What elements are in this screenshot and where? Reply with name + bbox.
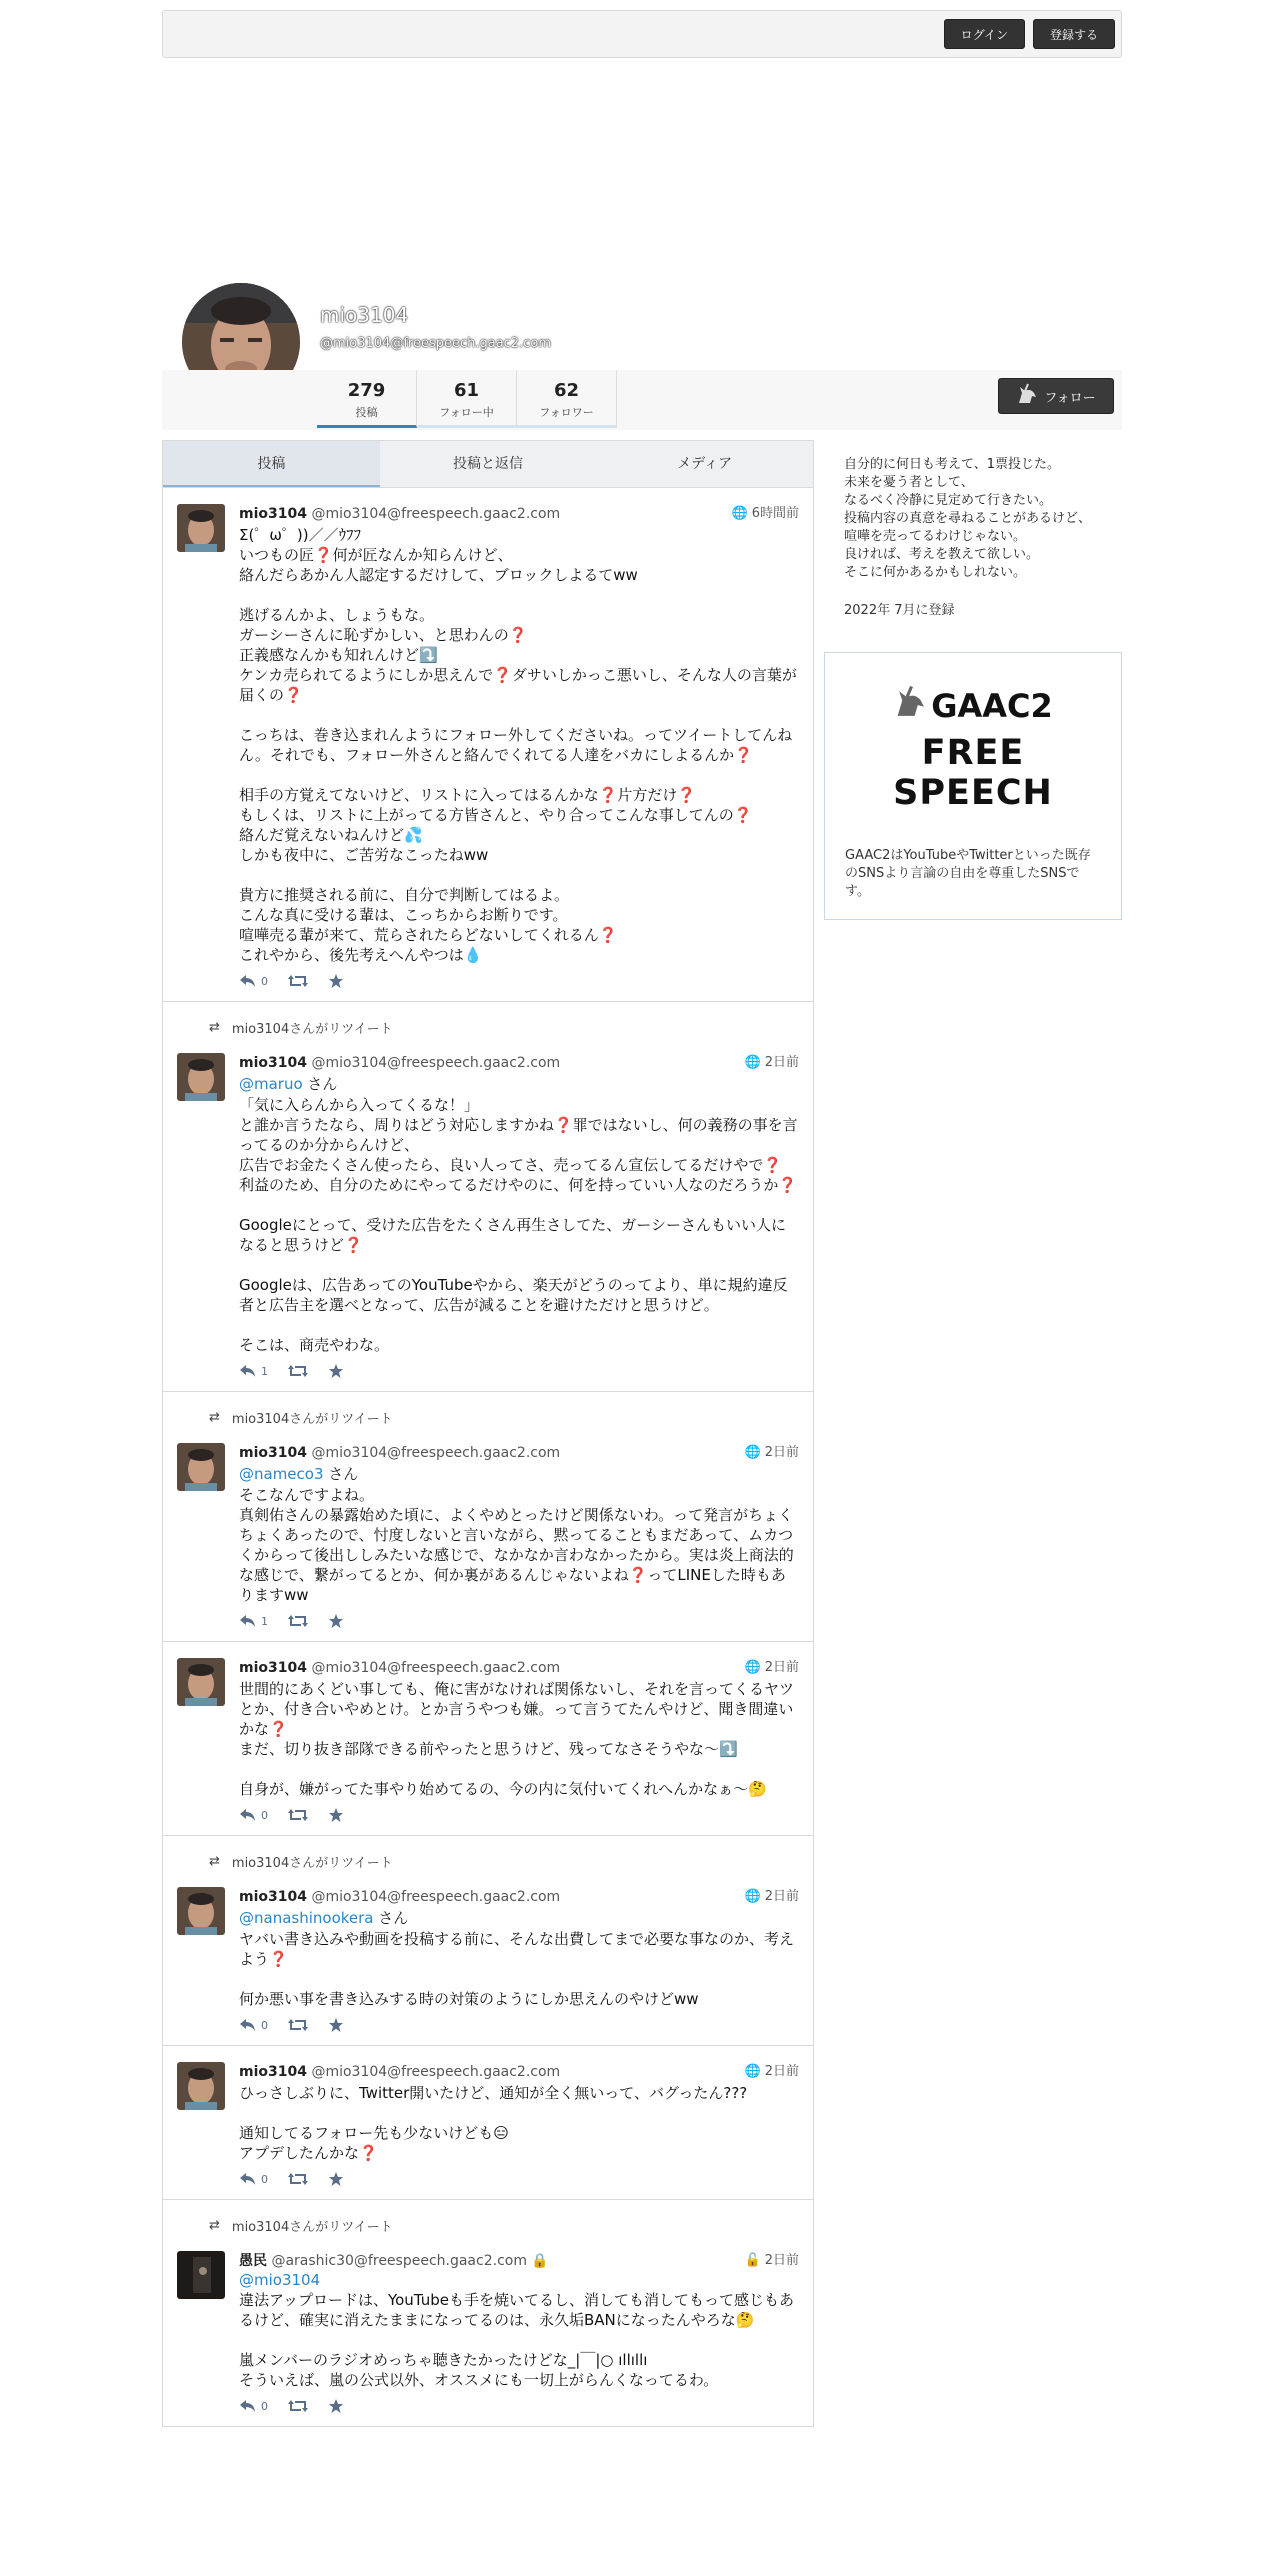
post-time-text: 2日前 <box>764 1445 799 1460</box>
timeline-tabs <box>162 440 814 488</box>
stat-label: フォロー中 <box>439 406 494 419</box>
post-time-text: 2日前 <box>764 1660 799 1675</box>
post-text: 違法アップロードは、YouTubeも手を焼いてるし、消しても消してもって感じもあるけど、確実に消えたままになってるのは、永久垢BANになったんやろな🤔 嵐メンバーのラジオめっちゃ聴きたかったけどな_|￣|○ ıllıllı そういえば、嵐の公式以外、オススメにも一切上がらんくなってるわ。 <box>239 2291 794 2389</box>
post-content <box>239 1443 799 1629</box>
globe-icon: 🌐 <box>744 1889 761 1904</box>
profile-about <box>824 440 1122 636</box>
unicorn-icon <box>1016 383 1038 409</box>
reply-icon <box>239 1364 257 1378</box>
post-actions <box>239 2171 799 2187</box>
boost-indicator <box>209 1408 799 1427</box>
post-content <box>239 504 799 989</box>
mention-link[interactable]: @nanashinookera <box>239 1909 374 1927</box>
reply-icon <box>239 2018 257 2032</box>
mention-suffix: さん <box>323 1465 359 1483</box>
reply-count: 0 <box>261 974 268 988</box>
author-acct: @mio3104@freespeech.gaac2.com <box>311 1660 561 1676</box>
post-time[interactable] <box>745 2062 799 2082</box>
post-body <box>177 1443 799 1629</box>
follow-button[interactable] <box>998 378 1114 414</box>
page <box>162 10 1122 419</box>
boost-icon <box>288 2399 308 2413</box>
reply-icon <box>239 974 257 988</box>
post-body <box>177 504 799 989</box>
post-text: 「気に入らんから入ってくるな！」 と誰か言うたなら、周りはどう対応しますかね❓罪ではないし、何の義務の事を言ってるのか分からんけど、 広告でお金たくさん使ったら、良い人ってさ、売ってるん宣伝してるだけやで❓ 利益のため、自分のためにやってるだけやのに、何を持っていい人なのだろうか❓ Googleにとって、受けた広告をたくさん再生さしてた、ガーシーさんもいい人になると思うけど❓ Googleは、広告あってのYouTubeやから、楽天がどうのってより、単に規約違反者と広告主を選べとなって、広告が減ることを避けただけと思うけど。 そこは、商売やわな。 <box>239 1096 798 1354</box>
author-acct: @mio3104@freespeech.gaac2.com <box>311 506 561 522</box>
stat-posts[interactable] <box>317 370 417 428</box>
server-info-card <box>824 652 1122 920</box>
stat-followers[interactable] <box>517 370 617 428</box>
reply-button[interactable] <box>239 1808 268 1822</box>
globe-icon: 🌐 <box>744 1445 761 1460</box>
globe-icon: 🌐 <box>731 506 748 521</box>
author-name: mio3104 <box>239 1660 307 1676</box>
post-author[interactable] <box>239 1887 560 1907</box>
stat-value: 279 <box>347 380 386 401</box>
profile-display-name: mio3104 <box>320 303 409 327</box>
post-content <box>239 2062 799 2187</box>
tab-media[interactable]: メディア <box>677 456 733 472</box>
reply-count: 0 <box>261 2399 268 2413</box>
post-body <box>177 1658 799 1823</box>
unicorn-icon <box>893 685 927 727</box>
globe-icon: 🔓 <box>744 2253 761 2268</box>
author-name: mio3104 <box>239 506 307 522</box>
post-author[interactable] <box>239 1053 560 1073</box>
boost-icon <box>288 1614 308 1628</box>
mention-link[interactable]: @maruo <box>239 1075 303 1093</box>
reply-button[interactable] <box>239 2399 268 2413</box>
tab-posts-and-replies[interactable]: 投稿と返信 <box>453 456 523 472</box>
reply-button[interactable] <box>239 1364 268 1378</box>
post-content <box>239 1658 799 1823</box>
post-time[interactable] <box>745 1443 799 1463</box>
server-logo <box>837 685 1109 813</box>
post-item <box>162 488 814 1002</box>
joined-date: 2022年 7月に登録 <box>844 603 955 618</box>
star-icon <box>328 1613 344 1629</box>
boost-icon <box>288 1364 308 1378</box>
boost-label: mio3104さんがリツイート <box>231 2220 393 2235</box>
favourite-button[interactable] <box>328 1363 344 1379</box>
profile-stats <box>317 370 617 428</box>
post-author[interactable] <box>239 1443 560 1463</box>
post-avatar[interactable] <box>177 1887 225 1935</box>
post-time[interactable] <box>745 1887 799 1907</box>
signup-button[interactable]: 登録する <box>1033 19 1115 49</box>
favourite-button[interactable] <box>328 2017 344 2033</box>
favourite-button[interactable] <box>328 2398 344 2414</box>
reply-count: 0 <box>261 1808 268 1822</box>
post-item <box>162 1392 814 1642</box>
star-icon <box>328 2017 344 2033</box>
author-acct: @arashic30@freespeech.gaac2.com <box>271 2253 527 2269</box>
post-actions <box>239 1613 799 1629</box>
boost-button[interactable] <box>288 974 308 988</box>
post-time[interactable] <box>732 504 799 524</box>
post-text: ひっさしぶりに、Twitter開いたけど、通知が全く無いって、バグったん??? 通知してるフォロー先も少ないけども😑 アプデしたんかな❓ <box>239 2084 748 2162</box>
logo-text-bottom: FREE SPEECH <box>893 733 1053 813</box>
post-header <box>239 2251 799 2271</box>
globe-icon: 🌐 <box>744 1660 761 1675</box>
post-header <box>239 2062 799 2082</box>
boost-indicator <box>209 2216 799 2235</box>
profile-handle: @mio3104@freespeech.gaac2.com <box>320 336 551 351</box>
post-actions <box>239 1363 799 1379</box>
profile-cover <box>162 58 1122 358</box>
author-acct: @mio3104@freespeech.gaac2.com <box>311 1889 561 1905</box>
post-text: ヤバい書き込みや動画を投稿する前に、そんな出費してまで必要な事なのか、考えよう❓ 何か悪い事を書き込みする時の対策のようにしか思えんのやけどww <box>239 1930 795 2008</box>
post-avatar[interactable] <box>177 1053 225 1101</box>
sidebar <box>824 440 1122 920</box>
post-item <box>162 2046 814 2200</box>
timeline <box>162 440 814 2427</box>
post-time-text: 2日前 <box>764 1889 799 1904</box>
boost-button[interactable] <box>288 1364 308 1378</box>
post-avatar[interactable] <box>177 2062 225 2110</box>
star-icon <box>328 973 344 989</box>
stat-value: 61 <box>453 380 480 401</box>
boost-button[interactable] <box>288 2399 308 2413</box>
mention-line <box>239 1463 799 1484</box>
post-author[interactable] <box>239 2251 549 2271</box>
tab-posts[interactable]: 投稿 <box>163 441 380 487</box>
mention-suffix: さん <box>373 1909 409 1927</box>
post-body <box>177 1887 799 2033</box>
profile-bio: 自分的に何日も考えて、1票投じた。 未来を憂う者として、 なるべく冷静に見定めて行きたい。 投稿内容の真意を尋ねることがあるけど、喧嘩を売ってるわけじゃない。 良ければ、考えを教えて欲しい。 そこに何かあるかもしれない。 <box>844 457 1092 580</box>
post-body <box>177 1053 799 1379</box>
boost-indicator <box>209 1018 799 1037</box>
favourite-button[interactable] <box>328 973 344 989</box>
stat-label: 投稿 <box>355 406 378 419</box>
star-icon <box>328 1363 344 1379</box>
favourite-button[interactable] <box>328 1613 344 1629</box>
boost-icon <box>288 974 308 988</box>
post-actions <box>239 1807 799 1823</box>
logo-text-top: GAAC2 <box>931 687 1053 725</box>
login-button[interactable]: ログイン <box>944 19 1025 49</box>
post-item <box>162 1836 814 2046</box>
post-author[interactable] <box>239 2062 560 2082</box>
mention-link[interactable]: @nameco3 <box>239 1465 324 1483</box>
star-icon <box>328 1807 344 1823</box>
post-content <box>239 1053 799 1379</box>
mention-link[interactable]: @mio3104 <box>239 2271 321 2289</box>
post-time[interactable] <box>745 2251 799 2271</box>
post-author[interactable] <box>239 1658 560 1678</box>
post-actions <box>239 2398 799 2414</box>
post-time[interactable] <box>745 1658 799 1678</box>
post-avatar[interactable] <box>177 1443 225 1491</box>
post-list <box>162 488 814 2427</box>
lock-icon: 🔒 <box>526 2253 549 2269</box>
reply-icon <box>239 2399 257 2413</box>
post-header <box>239 1887 799 1907</box>
author-name: mio3104 <box>239 1055 307 1071</box>
stat-label: フォロワー <box>539 406 594 419</box>
star-icon <box>328 2398 344 2414</box>
post-time[interactable] <box>745 1053 799 1073</box>
post-header <box>239 1053 799 1073</box>
boost-icon <box>288 2172 308 2186</box>
boost-button[interactable] <box>288 2172 308 2186</box>
post-avatar[interactable] <box>177 1658 225 1706</box>
boost-indicator <box>209 1852 799 1871</box>
reply-count: 0 <box>261 2172 268 2186</box>
reply-button[interactable] <box>239 1614 268 1628</box>
post-body <box>177 2251 799 2414</box>
boost-icon <box>288 2018 308 2032</box>
favourite-button[interactable] <box>328 2171 344 2187</box>
mention-line <box>239 1073 799 1094</box>
reply-button[interactable] <box>239 974 268 988</box>
boost-icon <box>288 1808 308 1822</box>
post-header <box>239 1658 799 1678</box>
post-content <box>239 2251 799 2414</box>
post-header <box>239 504 799 524</box>
reply-count: 1 <box>261 1364 268 1378</box>
profile-stats-bar <box>162 370 1122 430</box>
stat-value: 62 <box>553 380 580 401</box>
boost-label: mio3104さんがリツイート <box>231 1856 393 1871</box>
post-body <box>177 2062 799 2187</box>
post-time-text: 2日前 <box>764 1055 799 1070</box>
stat-following[interactable] <box>417 370 517 428</box>
mention-suffix: さん <box>302 1075 338 1093</box>
follow-label: フォロー <box>1044 390 1096 406</box>
author-name: 愚民 <box>239 2253 267 2269</box>
post-header <box>239 1443 799 1463</box>
post-time-text: 2日前 <box>764 2064 799 2079</box>
author-acct: @mio3104@freespeech.gaac2.com <box>311 2064 561 2080</box>
boost-icon: ⇄ <box>209 1410 220 1425</box>
boost-button[interactable] <box>288 2018 308 2032</box>
reply-icon <box>239 1808 257 1822</box>
author-name: mio3104 <box>239 1889 307 1905</box>
author-name: mio3104 <box>239 2064 307 2080</box>
post-item <box>162 1642 814 1836</box>
mention-line <box>239 2271 799 2289</box>
boost-icon: ⇄ <box>209 1020 220 1035</box>
boost-icon: ⇄ <box>209 2218 220 2233</box>
mention-line <box>239 1907 799 1928</box>
globe-icon: 🌐 <box>744 1055 761 1070</box>
author-name: mio3104 <box>239 1445 307 1461</box>
boost-label: mio3104さんがリツイート <box>231 1022 393 1037</box>
reply-button[interactable] <box>239 2018 268 2032</box>
post-item <box>162 1002 814 1392</box>
boost-label: mio3104さんがリツイート <box>231 1412 393 1427</box>
reply-button[interactable] <box>239 2172 268 2186</box>
author-acct: @mio3104@freespeech.gaac2.com <box>311 1055 561 1071</box>
post-actions <box>239 2017 799 2033</box>
top-bar <box>162 10 1122 58</box>
globe-icon: 🌐 <box>744 2064 761 2079</box>
reply-icon <box>239 1614 257 1628</box>
boost-button[interactable] <box>288 1614 308 1628</box>
post-avatar[interactable] <box>177 2251 225 2299</box>
reply-icon <box>239 2172 257 2186</box>
boost-icon: ⇄ <box>209 1854 220 1869</box>
author-acct: @mio3104@freespeech.gaac2.com <box>311 1445 561 1461</box>
server-description: GAAC2はYouTubeやTwitterといった既存のSNSより言論の自由を尊重したSNSです。 <box>845 848 1091 899</box>
post-avatar[interactable] <box>177 504 225 552</box>
reply-count: 0 <box>261 2018 268 2032</box>
reply-count: 1 <box>261 1614 268 1628</box>
star-icon <box>328 2171 344 2187</box>
post-item <box>162 2200 814 2427</box>
post-actions <box>239 973 799 989</box>
post-text: そこなんですよね。 真剣佑さんの暴露始めた頃に、よくやめとったけど関係ないわ。って発言がちょくちょくあったので、忖度しないと言いながら、黙ってることもまだあって、ムカつくからって後出ししみたいな感じで、なかなか言わなかったから。実は炎上商法的な感じで、繋がってるとか、何か裏があるんじゃないよね❓ってLINEした時もありますww <box>239 1486 794 1604</box>
post-time-text: 2日前 <box>764 2253 799 2268</box>
post-text: Σ(゜ω゜))／／ｳﾌﾌ いつもの匠❓何が匠なんか知らんけど、 絡んだらあかん人認定するだけして、ブロックしよるてww 逃げるんかよ、しょうもな。 ガーシーさんに恥ずかしい、と思わんの❓ 正義感なんかも知れんけど⤵️ ケンカ売られてるようにしか思えんで❓ダサいしかっこ悪いし、そんな人の言葉が届くの❓ こっちは、巻き込まれんようにフォロー外してくださいね。ってツイートしてんねん。それでも、フォロー外さんと絡んでくれてる人達をバカにしよるんか❓ 相手の方覚えてないけど、リストに入ってはるんかな❓片方だけ❓ もしくは、リストに上がってる方皆さんと、やり合ってこんな事してんの❓ 絡んだ覚えないねんけど💦 しかも夜中に、ご苦労なこったねww 貴方に推奨される前に、自分で判断してはるよ。 こんな真に受ける輩は、こっちからお断りです。 喧嘩売る輩が来て、荒らされたらどないしてくれるん❓ これやから、後先考えへんやつは💧 <box>239 526 797 964</box>
post-time-text: 6時間前 <box>751 506 799 521</box>
post-text: 世間的にあくどい事しても、俺に害がなければ関係ないし、それを言ってくるヤツとか、付き合いやめとけ。とか言うやつも嫌。って言うてたんやけど、聞き間違いかな❓ まだ、切り抜き部隊できる前やったと思うけど、残ってなさそうやな〜⤵️ 自身が、嫌がってた事やり始めてるの、今の内に気付いてくれへんかなぁ〜🤔 <box>239 1680 795 1798</box>
boost-button[interactable] <box>288 1808 308 1822</box>
post-author[interactable] <box>239 504 560 524</box>
favourite-button[interactable] <box>328 1807 344 1823</box>
post-content <box>239 1887 799 2033</box>
